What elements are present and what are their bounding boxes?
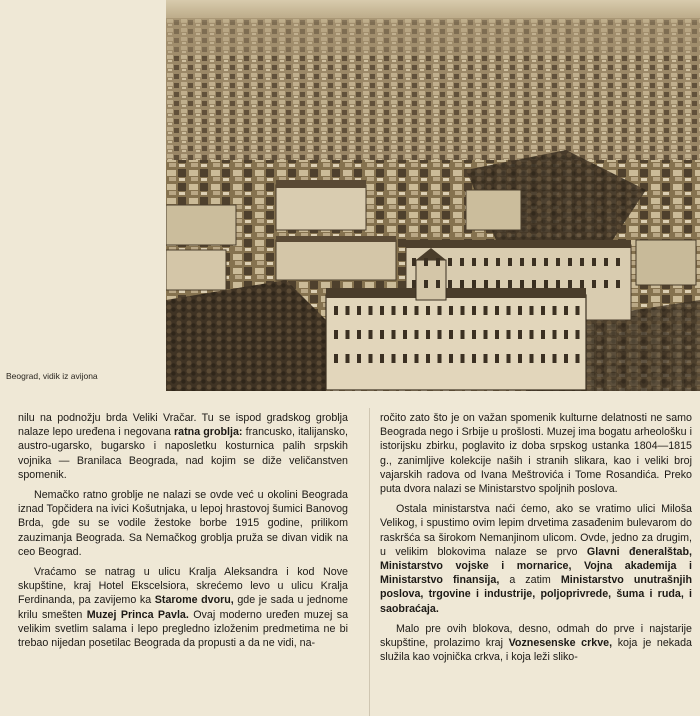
window-mark — [484, 258, 488, 266]
window-mark — [461, 306, 465, 315]
window-mark — [426, 306, 430, 315]
window-mark — [495, 354, 499, 363]
window-mark — [564, 354, 568, 363]
window-mark — [604, 258, 608, 266]
window-mark — [403, 330, 407, 339]
window-mark — [415, 330, 419, 339]
window-mark — [556, 280, 560, 288]
window-mark — [532, 258, 536, 266]
window-mark — [415, 354, 419, 363]
window-mark — [461, 330, 465, 339]
window-mark — [460, 280, 464, 288]
window-mark — [346, 330, 350, 339]
text-run: Malo pre ovih blokova, desno, odmah do prve i najstarije skupštine, prolazimo kraj — [380, 622, 692, 650]
text-run: a zatim — [499, 574, 561, 587]
window-mark — [403, 306, 407, 315]
window-mark — [518, 354, 522, 363]
window-mark — [438, 306, 442, 315]
window-mark — [472, 258, 476, 266]
window-mark — [507, 354, 511, 363]
window-mark — [426, 330, 430, 339]
window-mark — [495, 330, 499, 339]
window-mark — [357, 330, 361, 339]
window-mark — [530, 354, 534, 363]
window-mark — [357, 306, 361, 315]
window-mark — [346, 306, 350, 315]
bold-text: Ministarstvo unutrašnjih poslova, trgovine i industrije, poljoprivrede, šuma i ruda, i saobraćaja. — [380, 574, 693, 615]
window-mark — [472, 354, 476, 363]
paragraph — [18, 488, 348, 559]
window-mark — [448, 280, 452, 288]
window-mark — [544, 280, 548, 288]
window-mark — [449, 354, 453, 363]
window-mark — [530, 330, 534, 339]
window-mark — [564, 330, 568, 339]
window-mark — [415, 306, 419, 315]
window-mark — [507, 330, 511, 339]
photo-caption: Beograd, vidik iz avijona — [6, 371, 98, 381]
window-mark — [472, 330, 476, 339]
window-mark — [449, 306, 453, 315]
aerial-photo-belgrade — [166, 0, 700, 391]
window-mark — [472, 280, 476, 288]
window-mark — [518, 306, 522, 315]
window-mark — [495, 306, 499, 315]
text-run: Vraćamo se natrag u ulicu Kralja Aleksandra i kod Nove skupštine, kraj Hotel Ekscelsiora, skrećemo levo u ulicu Kralja Ferdinanda, pa zavijemo ka — [18, 566, 348, 607]
window-mark — [369, 306, 373, 315]
window-mark — [604, 280, 608, 288]
right-column — [380, 411, 692, 664]
window-mark — [424, 280, 428, 288]
window-mark — [334, 330, 338, 339]
window-mark — [508, 258, 512, 266]
bold-text: ratna groblja: — [174, 426, 243, 439]
text-run: Ovaj moderno uređen muzej sa velikim svetlim salama i lepo pregledno izloženim predmetima ne bi trebao nijedan posetilac Beograda da propusti a da ne vidi, na- — [18, 608, 349, 650]
window-mark — [438, 354, 442, 363]
window-mark — [553, 306, 557, 315]
window-mark — [532, 280, 536, 288]
window-mark — [508, 280, 512, 288]
bold-text: Voznesenske crkve, — [508, 637, 613, 650]
window-mark — [568, 280, 572, 288]
window-mark — [460, 258, 464, 266]
window-mark — [616, 258, 620, 266]
window-mark — [436, 258, 440, 266]
window-mark — [496, 258, 500, 266]
bold-text: Glavni đeneralštab, Ministarstvo vojske i mornarice, Vojna akademija i Ministarstvo finansija, — [380, 545, 692, 587]
text-run: Ostala ministarstva naći ćemo, ako se vratimo ulici Miloša Velikog, i spustimo ovim lepim drvetima zasađenim bulevarom do raskršća sa širokom Nemanjinom ulicom. Ovde, jedno za drugim, u velikim blokovima nalaze se prvo — [380, 503, 692, 558]
window-mark — [564, 306, 568, 315]
window-mark — [380, 354, 384, 363]
window-mark — [576, 306, 580, 315]
window-mark — [472, 306, 476, 315]
window-mark — [392, 354, 396, 363]
text-run: francusko, italijansko, austro-ugarsko, bugarsko i naposletku kosturnica palih srpskih vojnika — Branilaca Beograda, nad kojim se diže veličanstven spomenik. — [18, 426, 348, 481]
text-run: gde je sada u jednome krilu smešten — [18, 594, 348, 621]
photo-drawing — [166, 0, 700, 391]
window-mark — [461, 354, 465, 363]
paragraph — [380, 411, 692, 496]
window-mark — [541, 354, 545, 363]
window-mark — [592, 280, 596, 288]
window-mark — [576, 330, 580, 339]
window-mark — [530, 306, 534, 315]
left-column — [18, 411, 348, 650]
window-mark — [518, 330, 522, 339]
paragraph — [18, 565, 348, 650]
window-mark — [496, 280, 500, 288]
window-mark — [346, 354, 350, 363]
window-mark — [568, 258, 572, 266]
window-mark — [520, 280, 524, 288]
window-mark — [392, 306, 396, 315]
bold-text: Muzej Princa Pavla. — [86, 608, 189, 621]
window-mark — [484, 280, 488, 288]
window-mark — [541, 306, 545, 315]
window-mark — [392, 330, 396, 339]
bold-text: Starome dvoru, — [154, 594, 234, 607]
paragraph — [380, 502, 692, 616]
window-mark — [520, 258, 524, 266]
window-mark — [544, 258, 548, 266]
window-mark — [334, 306, 338, 315]
window-mark — [592, 258, 596, 266]
window-mark — [426, 354, 430, 363]
text-run: Nemačko ratno groblje ne nalazi se ovde već u okolini Beograda iznad Topčidera na ivici Košutnjaka, u lepoj hrastovoj šumici Banovog Brda, gde su se vodile žestoke borbe 1915 godine, prilikom zauzimanja Beograda. Sa Nemačkog groblja pruža se divan vidik na ceo Beograd. — [18, 489, 348, 558]
window-mark — [369, 354, 373, 363]
column-divider — [369, 408, 370, 716]
window-mark — [369, 330, 373, 339]
window-mark — [553, 354, 557, 363]
window-mark — [556, 258, 560, 266]
window-mark — [436, 280, 440, 288]
window-mark — [576, 354, 580, 363]
text-run: nilu na podnožju brda Veliki Vračar. Tu se ispod gradskog groblja nalaze lepo uređena i negovana — [18, 412, 348, 439]
window-mark — [334, 354, 338, 363]
window-mark — [403, 354, 407, 363]
text-run: koja je nekada služila kao vojnička crkva, i koja leži sliko- — [380, 637, 692, 664]
window-mark — [438, 330, 442, 339]
window-mark — [553, 330, 557, 339]
window-mark — [580, 258, 584, 266]
window-mark — [484, 330, 488, 339]
window-mark — [616, 280, 620, 288]
window-mark — [484, 354, 488, 363]
window-mark — [448, 258, 452, 266]
window-mark — [357, 354, 361, 363]
window-mark — [380, 330, 384, 339]
window-mark — [541, 330, 545, 339]
window-mark — [412, 280, 416, 288]
text-run: ročito zato što je on važan spomenik kulturne delatnosti ne samo Beograda nego i Srbije u prošlosti. Muzej ima bogatu arheološku i istorijsku zbirku, poglavito iz doba srpskog ustanka 1804—1815 g., zanimljive kolekcije naših i stranih slikara, kao i veliki broj vajarskih radova od Ivana Meštrovića i Tome Rosandića. Preko puta dvora nalazi se Ministarstvo spoljnih poslova. — [380, 412, 692, 496]
window-mark — [424, 258, 428, 266]
window-mark — [412, 258, 416, 266]
paragraph — [18, 411, 348, 482]
window-mark — [484, 306, 488, 315]
window-mark — [580, 280, 584, 288]
window-mark — [380, 306, 384, 315]
window-mark — [449, 330, 453, 339]
paragraph — [380, 622, 692, 665]
window-mark — [507, 306, 511, 315]
